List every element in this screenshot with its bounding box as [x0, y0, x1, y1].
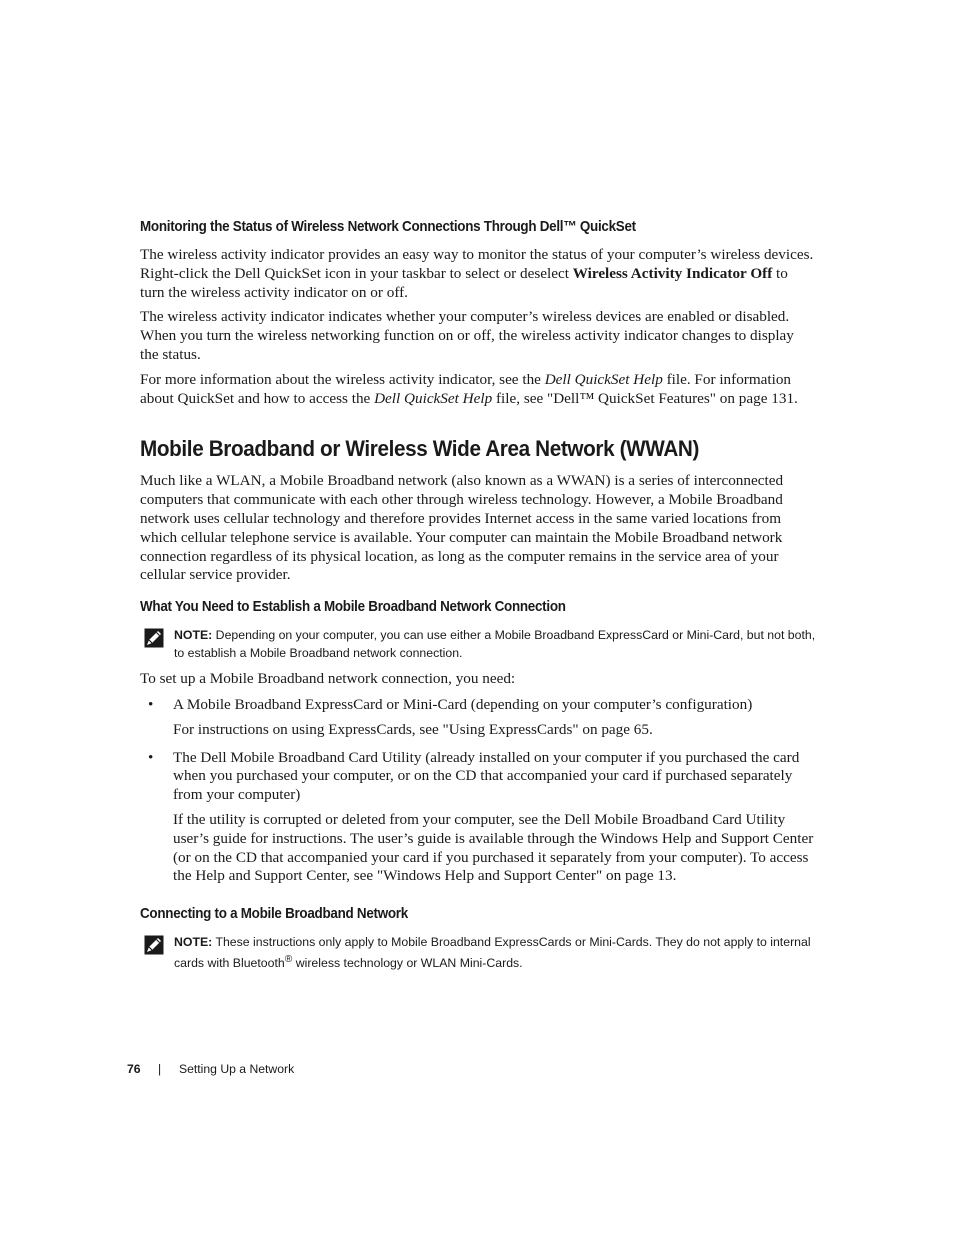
paragraph: The wireless activity indicator provides an easy way to monitor the status of your computer’s wireless devices. Right-click the Dell QuickSet icon in your taskbar to select or deselect Wireless Activity Indicator Off to turn the wireless activity indicator on or off.: [140, 246, 814, 301]
section-heading-connecting: Connecting to a Mobile Broadband Network: [140, 906, 408, 923]
note-label: NOTE:: [174, 935, 213, 950]
page-content: [140, 219, 816, 980]
note-text: These instructions only apply to Mobile Broadband ExpressCards or Mini-Cards. They do not apply to internal cards with Bluetooth: [174, 935, 811, 971]
section-quickset-body: [140, 246, 816, 408]
footer-section-name: Setting Up a Network: [179, 1062, 295, 1076]
requirements-list: [140, 696, 816, 886]
paragraph: To set up a Mobile Broadband network connection, you need:: [140, 670, 516, 688]
note-pencil-icon: [144, 935, 164, 955]
chapter-heading-wwan: Mobile Broadband or Wireless Wide Area Network (WWAN): [140, 436, 700, 462]
paragraph: The wireless activity indicator indicates whether your computer’s wireless devices are enabled or disabled. When you turn the wireless networking function on or off, the wireless activity indicator changes to display the status.: [140, 308, 794, 363]
section-wwan-body: [140, 472, 816, 585]
bullet: •: [148, 695, 154, 713]
list-item: • A Mobile Broadband ExpressCard or Mini-Card (depending on your computer’s configuration) For instructions on using ExpressCards, see "Using ExpressCards" on page 65.: [148, 695, 753, 738]
registered-mark: ®: [284, 954, 293, 966]
note-text: wireless technology or WLAN Mini-Cards.: [292, 956, 523, 971]
note-box: [140, 626, 816, 662]
section-heading-quickset: Monitoring the Status of Wireless Network Connections Through Dell™ QuickSet: [140, 219, 636, 235]
bullet: •: [148, 748, 154, 766]
paragraph: For more information about the wireless activity indicator, see the Dell QuickSet Help file. For information about QuickSet and how to access the Dell QuickSet Help file, see "Dell™ QuickSet Features" on page 131.: [140, 370, 798, 407]
section-heading-requirements: What You Need to Establish a Mobile Broadband Network Connection: [140, 599, 566, 616]
page-number: 76: [127, 1062, 141, 1076]
list-item: • The Dell Mobile Broadband Card Utility (already installed on your computer if you purchased the card when you purchased your computer, or on the CD that accompanied your card if purchased separately from your computer) If the utility is corrupted or deleted from your computer, see the Dell Mobile Broadband Card Utility user’s guide for instructions. The user’s guide is available through the Windows Help and Support Center (or on the CD that accompanied your card if you purchased it separately from your computer). To access the Help and Support Center, see "Windows Help and Support Center" on page 13.: [148, 748, 814, 885]
note-text: Depending on your computer, you can use either a Mobile Broadband ExpressCard or Mini-Card, but not both, to establish a Mobile Broadband network connection.: [174, 628, 816, 661]
note-box: [140, 933, 816, 972]
paragraph: Much like a WLAN, a Mobile Broadband network (also known as a WWAN) is a series of interconnected computers that communicate with each other through wireless technology. However, a Mobile Broadband network uses cellular technology and therefore provides Internet access in the same varied locations from which cellular telephone service is available. Your computer can maintain the Mobile Broadband network connection regardless of its physical location, as long as the computer remains in the service area of your cellular service provider.: [140, 472, 784, 584]
section-requirements-body: [140, 670, 816, 886]
footer-separator: |: [158, 1062, 162, 1076]
note-pencil-icon: [144, 628, 164, 648]
note-label: NOTE:: [174, 628, 213, 643]
